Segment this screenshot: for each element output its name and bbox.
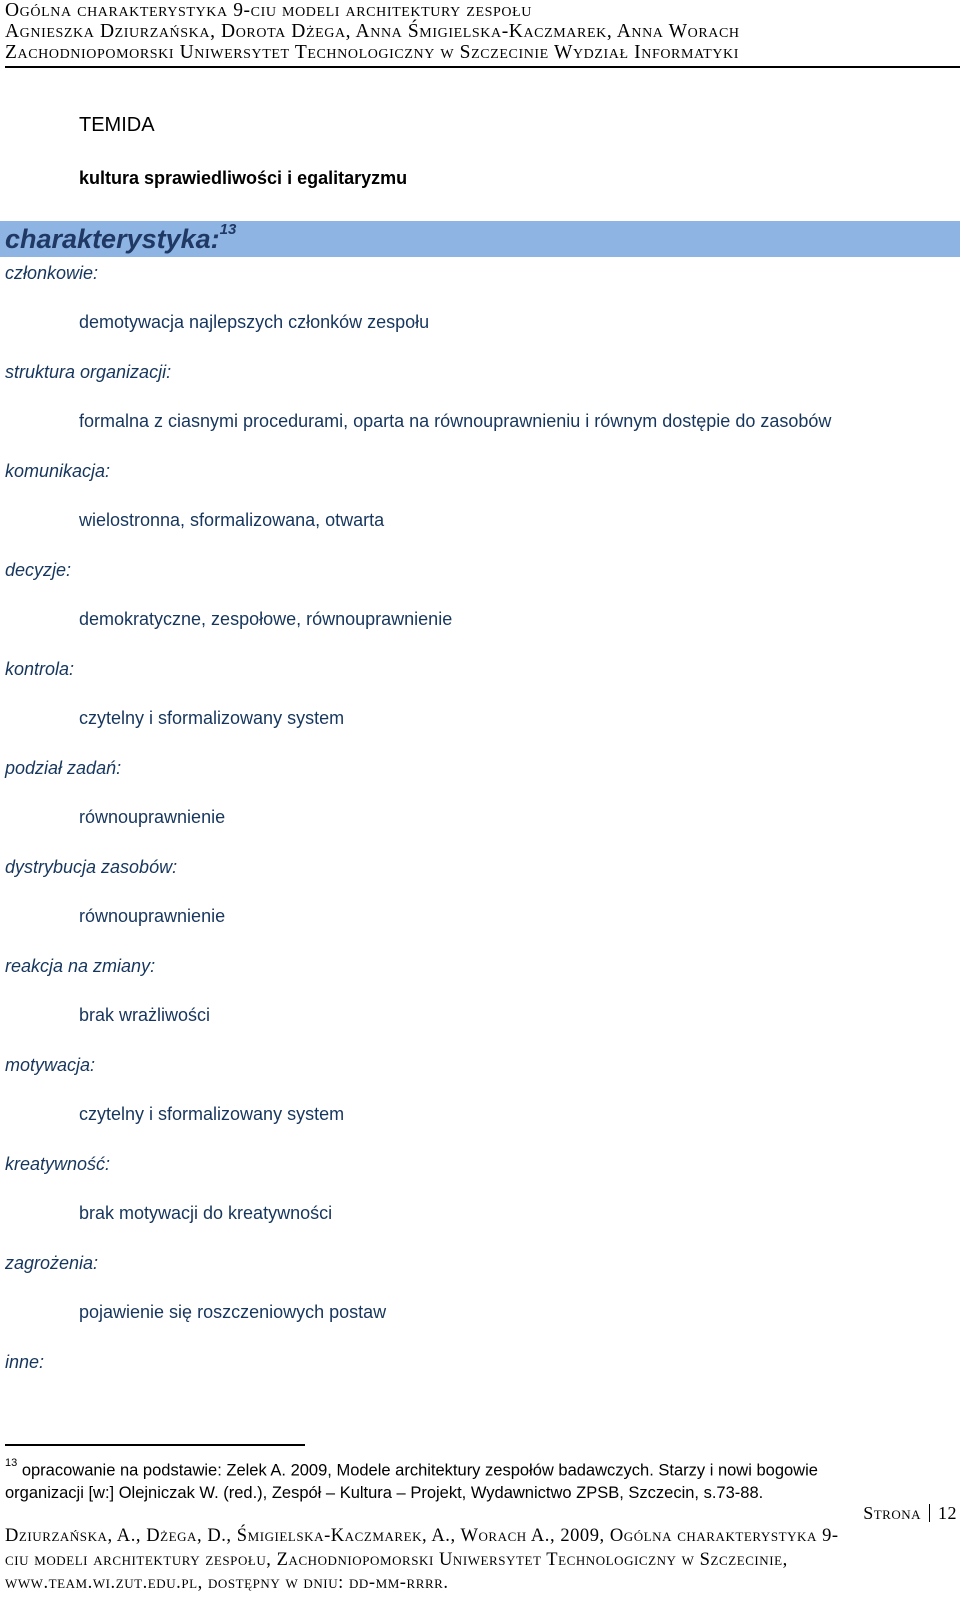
header-institution: Zachodniopomorski Uniwersytet Technologiczny w Szczecinie Wydział Informatyki: [5, 42, 740, 63]
item-value-threats: pojawienie się roszczeniowych postaw: [79, 1302, 387, 1322]
item-value-reaction-to-change: brak wrażliwości: [79, 1005, 211, 1025]
item-label-decisions: decyzje:: [5, 560, 72, 580]
footnote-number: 13: [5, 1457, 18, 1469]
item-value-creativity: brak motywacji do kreatywności: [79, 1203, 333, 1223]
model-title: TEMIDA: [79, 114, 155, 136]
item-label-motivation: motywacja:: [5, 1055, 96, 1075]
footer-line-1: Dziurzańska, A., Dżega, D., Śmigielska-Kaczmarek, A., Worach A., 2009, Ogólna charakterystyka 9-: [5, 1526, 839, 1546]
footnote-separator: [5, 1444, 305, 1446]
item-label-structure: struktura organizacji:: [5, 362, 172, 382]
page-separator: [929, 1504, 930, 1522]
item-value-control: czytelny i sformalizowany system: [79, 708, 345, 728]
item-label-resource-distribution: dystrybucja zasobów:: [5, 857, 178, 877]
section-label: charakterystyka:: [5, 224, 220, 254]
header-authors: Agnieszka Dziurzańska, Dorota Dżega, Anna Śmigielska-Kaczmarek, Anna Worach: [5, 21, 740, 42]
footnote-text-2: organizacji [w:] Olejniczak W. (red.), Zespół – Kultura – Projekt, Wydawnictwo ZPSB, Szczecin, s.73-88.: [5, 1483, 764, 1502]
footnote-line-1: [5, 1455, 955, 1482]
footnote-reference[interactable]: 13: [219, 221, 237, 238]
item-value-resource-distribution: równouprawnienie: [79, 906, 226, 926]
section-heading: [5, 221, 237, 255]
model-subtitle: kultura sprawiedliwości i egalitaryzmu: [79, 168, 408, 188]
header-title: Ogólna charakterystyka 9-ciu modeli architektury zespołu: [5, 0, 532, 21]
header-rule: [5, 66, 960, 68]
page-footer: [5, 1525, 960, 1596]
item-value-structure: formalna z ciasnymi procedurami, oparta na równouprawnieniu i równym dostępie do zasobów: [79, 411, 832, 431]
page-label: Strona: [863, 1503, 921, 1523]
footnote: [5, 1455, 955, 1504]
item-label-other: inne:: [5, 1352, 45, 1372]
page-value: 12: [938, 1503, 957, 1523]
item-value-members: demotywacja najlepszych członków zespołu: [79, 312, 430, 332]
item-label-creativity: kreatywność:: [5, 1154, 111, 1174]
footer-line-3[interactable]: www.team.wi.zut.edu.pl, dostępny w dniu: dd-mm-rrrr.: [5, 1573, 449, 1593]
page-number: [863, 1503, 957, 1524]
item-label-task-division: podział zadań:: [5, 758, 122, 778]
item-label-communication: komunikacja:: [5, 461, 111, 481]
item-value-decisions: demokratyczne, zespołowe, równouprawnienie: [79, 609, 453, 629]
item-value-task-division: równouprawnienie: [79, 807, 226, 827]
item-value-motivation: czytelny i sformalizowany system: [79, 1104, 345, 1124]
item-value-communication: wielostronna, sformalizowana, otwarta: [79, 510, 385, 530]
section-band: [0, 221, 960, 257]
footnote-text-1: opracowanie na podstawie: Zelek A. 2009, Modele architektury zespołów badawczych. Starzy i nowi bogowie: [17, 1461, 818, 1480]
item-label-control: kontrola:: [5, 659, 75, 679]
page-header: [5, 0, 960, 63]
item-label-reaction-to-change: reakcja na zmiany:: [5, 956, 156, 976]
item-label-threats: zagrożenia:: [5, 1253, 99, 1273]
item-label-members: członkowie:: [5, 263, 99, 283]
footer-line-2: ciu modeli architektury zespołu, Zachodniopomorski Uniwersytet Technologiczny w Szczecinie,: [5, 1549, 788, 1570]
